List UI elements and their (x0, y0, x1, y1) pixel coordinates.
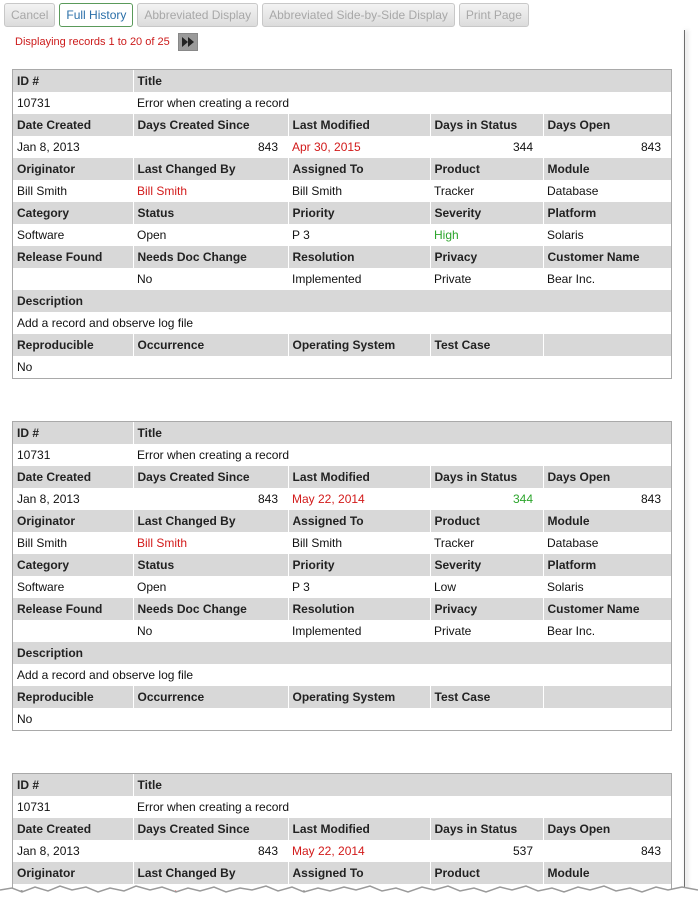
last-modified: May 22, 2014 (292, 844, 365, 859)
label-category: Category (13, 202, 133, 224)
date-created: Jan 8, 2013 (17, 492, 80, 507)
module: Database (547, 184, 599, 199)
pager (15, 33, 198, 51)
label-id: ID # (13, 70, 133, 92)
label-last-changed-by: Last Changed By (133, 510, 288, 532)
label-severity: Severity (430, 554, 543, 576)
label-date-created: Date Created (13, 114, 133, 136)
reproducible: No (17, 712, 33, 727)
toolbar (4, 3, 529, 27)
label-reproducible: Reproducible (13, 334, 133, 356)
days-created-since: 843 (257, 492, 278, 507)
label-status: Status (133, 554, 288, 576)
label-test-case: Test Case (430, 686, 543, 708)
reproducible: No (17, 360, 33, 375)
label-customer-name: Customer Name (543, 246, 671, 268)
label-days-in-status: Days in Status (430, 466, 543, 488)
label-product: Product (430, 158, 543, 180)
label-operating-system: Operating System (288, 686, 430, 708)
label-id: ID # (13, 774, 133, 796)
label-product: Product (430, 510, 543, 532)
days-open: 843 (640, 844, 662, 859)
test-case (430, 708, 543, 730)
empty-cell (543, 708, 671, 730)
label-assigned-to: Assigned To (288, 510, 430, 532)
label-module: Module (543, 862, 671, 884)
label-release-found: Release Found (13, 246, 133, 268)
label-status: Status (133, 202, 288, 224)
days-open: 843 (640, 140, 662, 155)
label-days-in-status: Days in Status (430, 818, 543, 840)
originator: Bill Smith (17, 184, 68, 199)
needs-doc-change: No (137, 272, 153, 287)
label-id: ID # (13, 422, 133, 444)
privacy: Private (434, 624, 472, 639)
label-occurrence: Occurrence (133, 334, 288, 356)
date-created: Jan 8, 2013 (17, 844, 80, 859)
next-page-button[interactable] (178, 33, 198, 51)
label-days-open: Days Open (543, 818, 671, 840)
label-module: Module (543, 158, 671, 180)
label-days-created-since: Days Created Since (133, 818, 288, 840)
label-product: Product (430, 862, 543, 884)
label-originator: Originator (13, 862, 133, 884)
label-last-modified: Last Modified (288, 114, 430, 136)
release-found (13, 268, 133, 290)
label-resolution: Resolution (288, 246, 430, 268)
days-created-since: 843 (257, 140, 278, 155)
assigned-to: Bill Smith (292, 184, 343, 199)
severity: High (434, 228, 459, 243)
cancel-button[interactable]: Cancel (4, 3, 55, 27)
priority: P 3 (292, 580, 310, 595)
days-in-status: 537 (512, 844, 533, 859)
label-priority: Priority (288, 554, 430, 576)
record-count-text: Displaying records 1 to 20 of 25 (15, 36, 170, 48)
label-platform: Platform (543, 554, 671, 576)
label-days-in-status: Days in Status (430, 114, 543, 136)
status: Open (137, 228, 167, 243)
label-privacy: Privacy (430, 598, 543, 620)
needs-doc-change: No (137, 624, 153, 639)
label-release-found: Release Found (13, 598, 133, 620)
label-operating-system: Operating System (288, 334, 430, 356)
severity: Low (434, 580, 457, 595)
resolution: Implemented (292, 624, 362, 639)
description: Add a record and observe log file (17, 316, 194, 331)
assigned-to: Bill Smith (292, 536, 343, 551)
label-empty (543, 334, 671, 356)
release-found (13, 620, 133, 642)
label-last-modified: Last Modified (288, 466, 430, 488)
label-last-changed-by: Last Changed By (133, 158, 288, 180)
label-resolution: Resolution (288, 598, 430, 620)
days-created-since: 843 (257, 844, 278, 859)
operating-system (288, 708, 430, 730)
privacy: Private (434, 272, 472, 287)
label-module: Module (543, 510, 671, 532)
test-case (430, 356, 543, 378)
label-assigned-to: Assigned To (288, 862, 430, 884)
label-days-open: Days Open (543, 114, 671, 136)
operating-system (288, 356, 430, 378)
full-history-button[interactable]: Full History (59, 3, 133, 27)
last-changed-by: Bill Smith (137, 536, 188, 551)
product: Tracker (434, 536, 475, 551)
days-open: 843 (640, 492, 662, 507)
originator: Bill Smith (17, 536, 68, 551)
description: Add a record and observe log file (17, 668, 194, 683)
module: Database (547, 536, 599, 551)
label-occurrence: Occurrence (133, 686, 288, 708)
label-needs-doc-change: Needs Doc Change (133, 246, 288, 268)
label-platform: Platform (543, 202, 671, 224)
category: Software (17, 228, 65, 243)
label-days-open: Days Open (543, 466, 671, 488)
print-page-button[interactable]: Print Page (459, 3, 529, 27)
label-privacy: Privacy (430, 246, 543, 268)
date-created: Jan 8, 2013 (17, 140, 80, 155)
label-reproducible: Reproducible (13, 686, 133, 708)
record-title: Error when creating a record (137, 96, 290, 111)
product: Tracker (434, 184, 475, 199)
label-description: Description (13, 290, 671, 312)
window-right-border (684, 30, 685, 914)
customer-name: Bear Inc. (547, 272, 596, 287)
record-card (12, 69, 672, 379)
label-originator: Originator (13, 510, 133, 532)
label-days-created-since: Days Created Since (133, 466, 288, 488)
last-changed-by: Bill Smith (137, 184, 188, 199)
label-category: Category (13, 554, 133, 576)
record-card (12, 421, 672, 731)
customer-name: Bear Inc. (547, 624, 596, 639)
label-assigned-to: Assigned To (288, 158, 430, 180)
label-empty (543, 686, 671, 708)
side-by-side-display-button[interactable]: Abbreviated Side-by-Side Display (262, 3, 455, 27)
label-test-case: Test Case (430, 334, 543, 356)
platform: Solaris (547, 580, 584, 595)
days-in-status: 344 (512, 140, 533, 155)
label-title: Title (133, 70, 671, 92)
torn-edge (0, 884, 698, 914)
record-id: 10731 (17, 448, 51, 463)
label-last-modified: Last Modified (288, 818, 430, 840)
resolution: Implemented (292, 272, 362, 287)
label-date-created: Date Created (13, 818, 133, 840)
days-in-status: 344 (512, 492, 533, 507)
record-id: 10731 (17, 96, 51, 111)
last-modified: Apr 30, 2015 (292, 140, 361, 155)
label-severity: Severity (430, 202, 543, 224)
occurrence (133, 708, 288, 730)
abbreviated-display-button[interactable]: Abbreviated Display (137, 3, 258, 27)
label-priority: Priority (288, 202, 430, 224)
label-needs-doc-change: Needs Doc Change (133, 598, 288, 620)
label-date-created: Date Created (13, 466, 133, 488)
priority: P 3 (292, 228, 310, 243)
platform: Solaris (547, 228, 584, 243)
label-originator: Originator (13, 158, 133, 180)
record-title: Error when creating a record (137, 800, 290, 815)
label-title: Title (133, 422, 671, 444)
last-modified: May 22, 2014 (292, 492, 365, 507)
empty-cell (543, 356, 671, 378)
fast-forward-icon (182, 37, 194, 47)
label-title: Title (133, 774, 671, 796)
category: Software (17, 580, 65, 595)
label-customer-name: Customer Name (543, 598, 671, 620)
label-last-changed-by: Last Changed By (133, 862, 288, 884)
record-title: Error when creating a record (137, 448, 290, 463)
record-id: 10731 (17, 800, 51, 815)
label-description: Description (13, 642, 671, 664)
status: Open (137, 580, 167, 595)
label-days-created-since: Days Created Since (133, 114, 288, 136)
occurrence (133, 356, 288, 378)
